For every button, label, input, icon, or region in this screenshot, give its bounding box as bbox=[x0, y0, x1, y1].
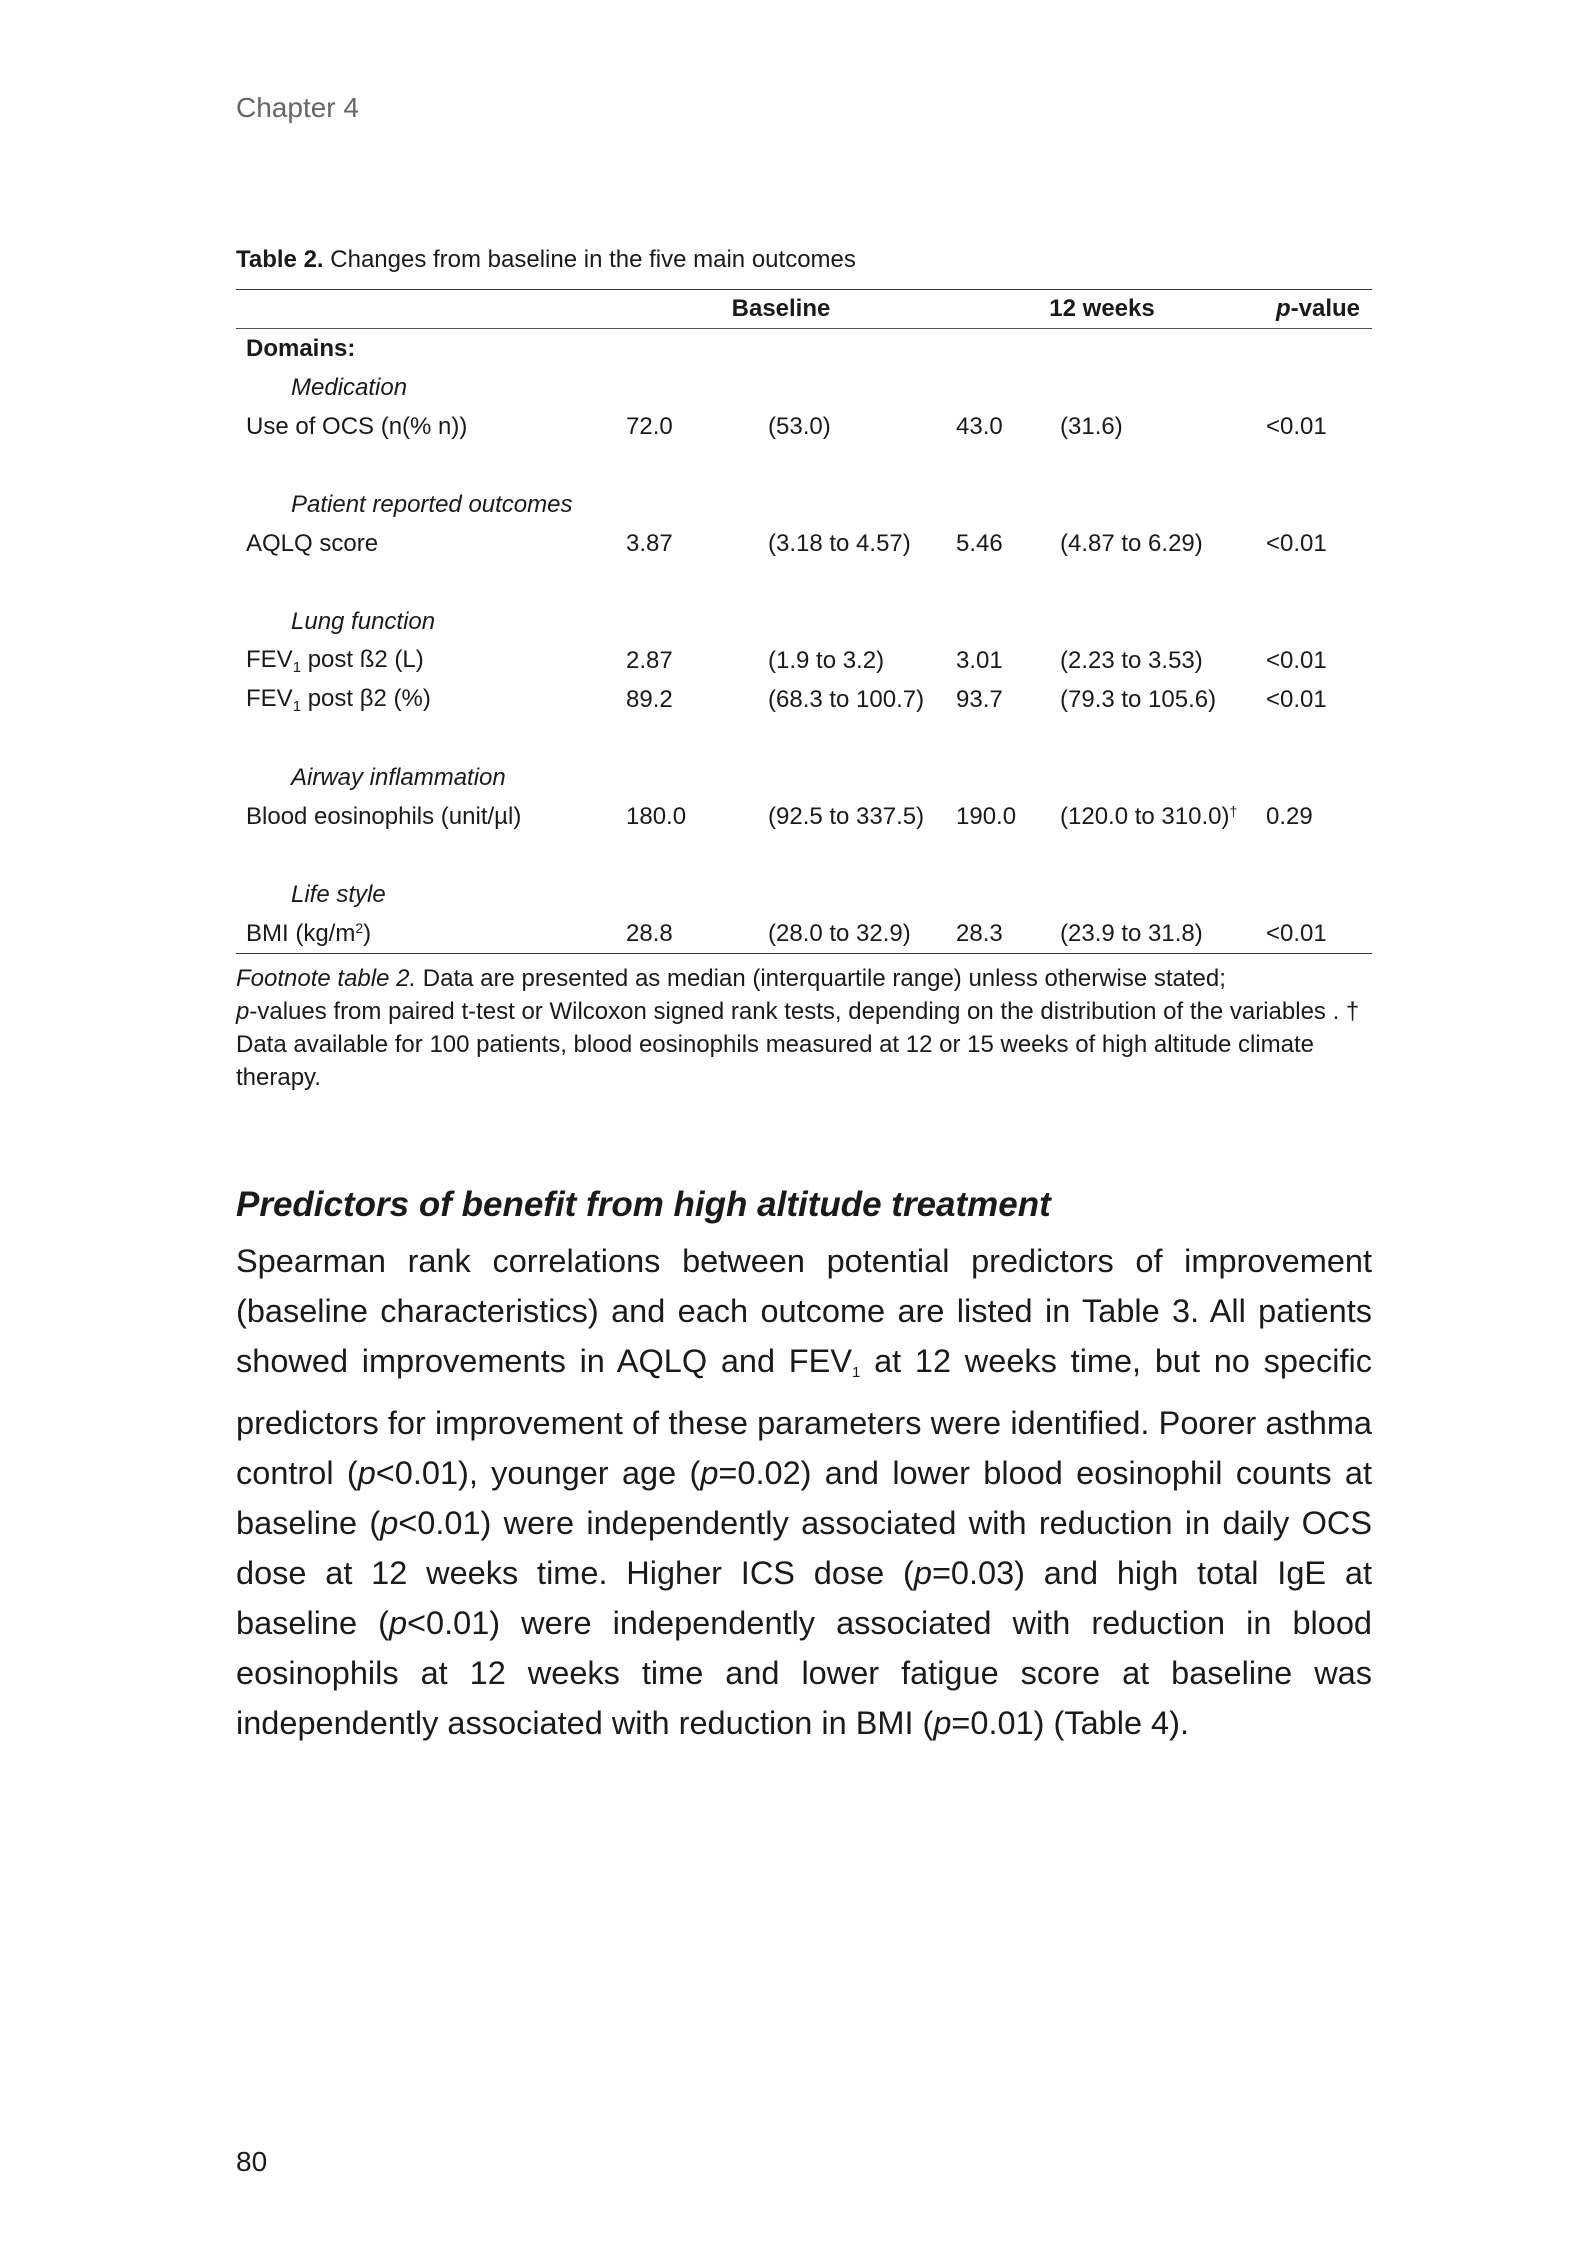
cell-12w-range: (4.87 to 6.29) bbox=[1060, 529, 1203, 557]
cell-baseline-range: (92.5 to 337.5) bbox=[768, 802, 925, 830]
cell-12w-range: (31.6) bbox=[1060, 412, 1123, 440]
table-row bbox=[236, 680, 1372, 719]
group-airway: Airway inflammation bbox=[291, 763, 506, 791]
cell-baseline-value: 2.87 bbox=[626, 646, 673, 674]
table-caption-text: Changes from baseline in the five main outcomes bbox=[330, 246, 856, 273]
group-lung-function: Lung function bbox=[291, 607, 436, 635]
dagger-mark: † bbox=[1229, 802, 1238, 819]
row-label-ocs: Use of OCS (n(% n)) bbox=[246, 412, 468, 440]
cell-baseline-value: 28.8 bbox=[626, 919, 673, 947]
cell-12w-range: (120.0 to 310.0)† bbox=[1060, 802, 1238, 830]
body-paragraph: Spearman rank correlations between potential predictors of improvement (baseline characteristics) and each outcome are listed in Table 3. All patients showed improvements in AQLQ and $FEV_1$ at 12 weeks time, but no specific predictors for improvement of these parameters were identified. Poorer asthma control (p<0.01), younger age (p=0.02) and lower blood eosinophil counts at baseline (p<0.01) were independently associated with reduction in daily OCS dose at 12 weeks time. Higher ICS dose (p=0.03) and high total IgE at baseline (p<0.01) were independently associated with reduction in blood eosinophils at 12 weeks time and lower fatigue score at baseline was independently associated with reduction in BMI (p=0.01) (Table 4). bbox=[236, 1243, 1373, 1741]
group-medication: Medication bbox=[291, 373, 408, 401]
domains-row bbox=[236, 329, 1372, 369]
table-row bbox=[236, 797, 1372, 836]
row-label-fev-pct: $FEV_1$ post β2 (%) bbox=[246, 684, 431, 715]
domains-label: Domains: bbox=[246, 334, 356, 362]
table-caption bbox=[236, 246, 856, 274]
row-label-eos: Blood eosinophils (unit/µl) bbox=[246, 802, 522, 830]
cell-baseline-range: (3.18 to 4.57) bbox=[768, 529, 911, 557]
footnote-line-1: Footnote table 2. Data are presented as median (interquartile range) unless otherwise stated; bbox=[236, 965, 1226, 992]
group-row bbox=[236, 485, 1372, 524]
cell-12w-range: (79.3 to 105.6) bbox=[1060, 685, 1217, 713]
cell-baseline-value: 3.87 bbox=[626, 529, 673, 557]
cell-p-value: <0.01 bbox=[1266, 412, 1327, 440]
table-caption-label: Table 2. bbox=[236, 246, 324, 273]
spacer-row bbox=[236, 836, 1372, 875]
header-baseline: Baseline bbox=[731, 295, 831, 322]
group-row bbox=[236, 368, 1372, 407]
group-patient-reported: Patient reported outcomes bbox=[291, 490, 573, 518]
table-row bbox=[236, 407, 1372, 446]
cell-baseline-range: (1.9 to 3.2) bbox=[768, 646, 885, 674]
cell-12w-value: 93.7 bbox=[956, 685, 1003, 713]
section-heading: Predictors of benefit from high altitude treatment bbox=[236, 1185, 1051, 1224]
group-row bbox=[236, 875, 1372, 914]
group-lifestyle: Life style bbox=[291, 880, 386, 908]
cell-12w-value: 190.0 bbox=[956, 802, 1017, 830]
cell-baseline-range: (68.3 to 100.7) bbox=[768, 685, 925, 713]
cell-12w-value: 43.0 bbox=[956, 412, 1003, 440]
cell-baseline-range: (53.0) bbox=[768, 412, 831, 440]
page-number: 80 bbox=[236, 2146, 268, 2177]
cell-p-value: <0.01 bbox=[1266, 685, 1327, 713]
row-label-aqlq: AQLQ score bbox=[246, 529, 379, 557]
cell-12w-range: (2.23 to 3.53) bbox=[1060, 646, 1203, 674]
cell-p-value: <0.01 bbox=[1266, 646, 1327, 674]
footnote-line-2: p-values from paired t-test or Wilcoxon signed rank tests, depending on the distribution of the variables . † Data available for 100 patients, blood eosinophils measured at 12 or 15 weeks of high altitude climate therapy. bbox=[236, 998, 1360, 1091]
table-row bbox=[236, 524, 1372, 563]
cell-baseline-value: 89.2 bbox=[626, 685, 673, 713]
cell-baseline-value: 180.0 bbox=[626, 802, 687, 830]
outcomes-table bbox=[236, 289, 1372, 954]
table-header-row bbox=[236, 290, 1372, 329]
header-p-value: p-value bbox=[1275, 295, 1361, 322]
table-row bbox=[236, 641, 1372, 680]
row-label-bmi: BMI $(kg/m^2)$ bbox=[246, 919, 372, 947]
cell-12w-value: 3.01 bbox=[956, 646, 1003, 674]
cell-baseline-range: (28.0 to 32.9) bbox=[768, 919, 911, 947]
spacer-row bbox=[236, 719, 1372, 758]
spacer-row bbox=[236, 563, 1372, 602]
cell-12w-value: 28.3 bbox=[956, 919, 1003, 947]
group-row bbox=[236, 758, 1372, 797]
running-head: Chapter 4 bbox=[236, 92, 359, 123]
header-12-weeks: 12 weeks bbox=[1049, 295, 1155, 322]
row-label-fev-l: $FEV_1$ post ß2 (L) bbox=[246, 645, 424, 676]
cell-p-value: 0.29 bbox=[1266, 802, 1313, 830]
cell-p-value: <0.01 bbox=[1266, 529, 1327, 557]
cell-p-value: <0.01 bbox=[1266, 919, 1327, 947]
cell-baseline-value: 72.0 bbox=[626, 412, 673, 440]
spacer-row bbox=[236, 446, 1372, 485]
table-row bbox=[236, 914, 1372, 954]
table-footnote bbox=[236, 962, 1372, 1094]
cell-12w-range: (23.9 to 31.8) bbox=[1060, 919, 1203, 947]
cell-12w-value: 5.46 bbox=[956, 529, 1003, 557]
group-row bbox=[236, 602, 1372, 641]
